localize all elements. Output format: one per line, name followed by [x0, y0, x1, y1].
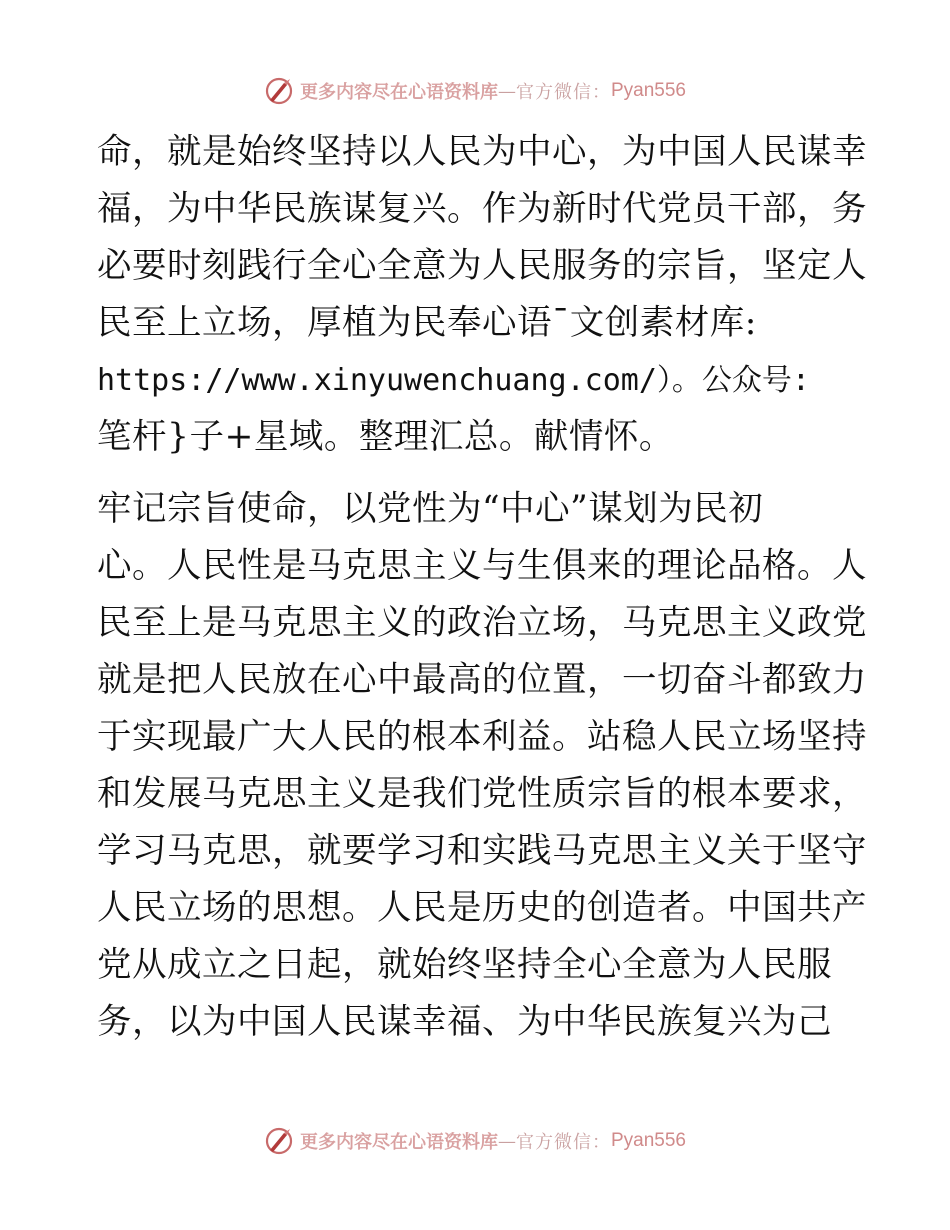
text-line: 学习马克思，就要学习和实践马克思主义关于坚守: [97, 831, 867, 871]
text-line: 党从成立之日起，就始终坚持全心全意为人民服: [97, 945, 832, 985]
header-wechat-id: Pyan556: [610, 80, 686, 101]
header-brand-text: 更多内容尽在心语资料库: [299, 82, 498, 103]
footer-banner: [0, 1124, 950, 1158]
url-line: https://www.xinyuwenchuang.com/）。公众号:: [97, 363, 810, 398]
text-line: 心。人民性是马克思主义与生俱来的理论品格。人: [97, 546, 867, 586]
text-line: 命，就是始终坚持以人民为中心，为中国人民谋幸: [97, 132, 867, 172]
text-line: 牢记宗旨使命，以党性为“中心”谋划为民初: [97, 489, 764, 529]
header-dash: —: [497, 80, 516, 102]
text-line: 必要时刻践行全心全意为人民服务的宗旨，坚定人: [97, 246, 867, 286]
quill-logo-icon: [264, 76, 294, 106]
footer-wechat-id: Pyan556: [610, 1130, 686, 1151]
paragraph-1: [97, 124, 867, 466]
header-official-label: 官方微信：: [515, 82, 611, 103]
text-line: 笔杆}子+星域。整理汇总。献情怀。: [97, 417, 674, 457]
text-line: 民至上是马克思主义的政治立场，马克思主义政党: [97, 603, 867, 643]
text-line: 福，为中华民族谋复兴。作为新时代党员干部，务: [97, 189, 867, 229]
paragraph-spacer: [97, 466, 857, 481]
quill-logo-icon: [264, 1126, 294, 1156]
paragraph-2: [97, 481, 867, 1051]
footer-dash: —: [497, 1130, 516, 1152]
text-line: 民至上立场，厚植为民奉心语¯文创素材库:: [97, 303, 757, 343]
text-line: 于实现最广大人民的根本利益。站稳人民立场坚持: [97, 717, 867, 757]
text-line: 就是把人民放在心中最高的位置，一切奋斗都致力: [97, 660, 867, 700]
footer-official-label: 官方微信：: [515, 1132, 611, 1153]
text-line: 人民立场的思想。人民是历史的创造者。中国共产: [97, 888, 867, 928]
header-banner: [0, 74, 950, 108]
document-body: [97, 124, 867, 1051]
text-line: 和发展马克思主义是我们党性质宗旨的根本要求，: [97, 774, 867, 814]
footer-brand-text: 更多内容尽在心语资料库: [299, 1132, 498, 1153]
text-line: 务，以为中国人民谋幸福、为中华民族复兴为己: [97, 1002, 832, 1042]
